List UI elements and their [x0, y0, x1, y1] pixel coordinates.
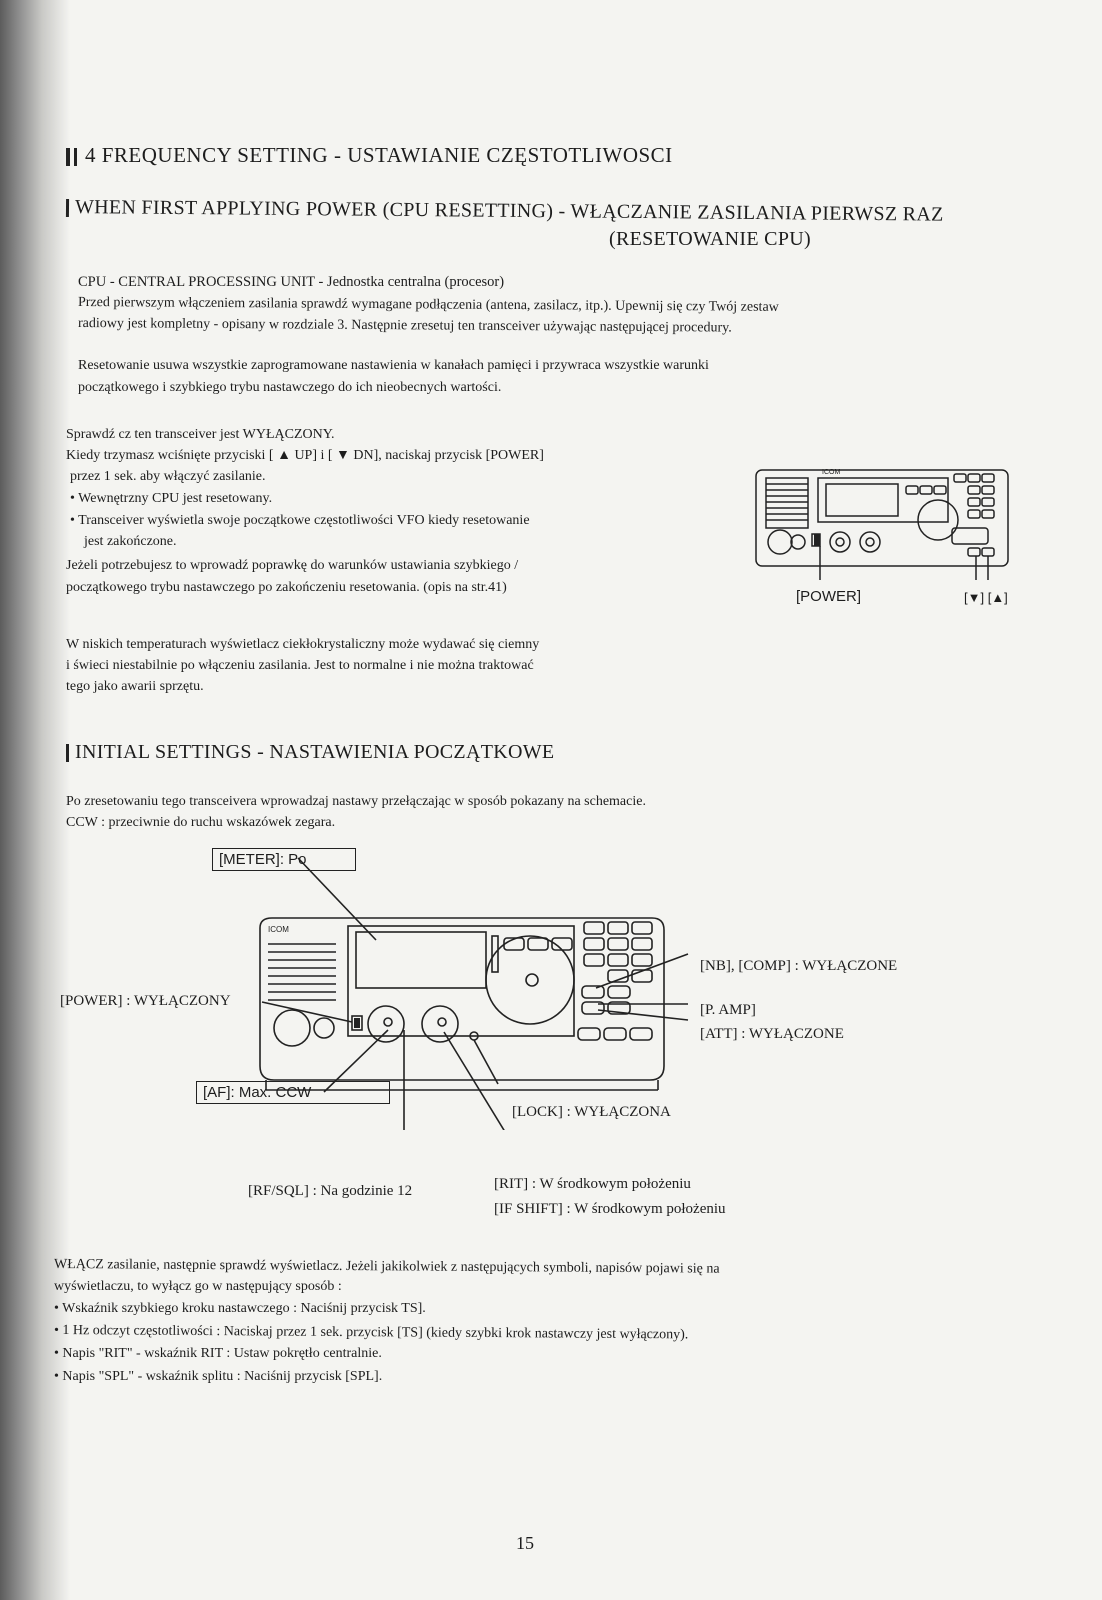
- label-power: [POWER] : WYŁĄCZONY: [60, 993, 231, 1009]
- step-line: Sprawdź cz ten transceiver jest WYŁĄCZONY.: [66, 427, 335, 442]
- step-line: przez 1 sek. aby włączyć zasilanie.: [70, 469, 266, 484]
- first-power-heading-2: (RESETOWANIE CPU): [609, 228, 811, 250]
- list-item: • Wskaźnik szybkiego kroku nastawczego : Naciśnij przycisk TS].: [54, 1301, 426, 1316]
- label-rfsql: [RF/SQL] : Na godzinie 12: [248, 1183, 413, 1199]
- figure-label-power: [POWER]: [796, 588, 862, 605]
- brand-logo: ICOM: [268, 925, 289, 934]
- initial-settings-heading: INITIAL SETTINGS - NASTAWIENIA POCZĄTKOWE: [66, 741, 554, 764]
- paragraph-line: WŁĄCZ zasilanie, następnie sprawdź wyświetlacz. Jeżeli jakikolwiek z następujących symboli, napisów pojawi się na: [53, 1257, 720, 1277]
- label-rit: [RIT] : W środkowym położeniu: [494, 1176, 691, 1192]
- heading-marker: [66, 148, 70, 166]
- label-af: [AF]: Max. CCW: [196, 1081, 390, 1104]
- cpu-definition: CPU - CENTRAL PROCESSING UNIT - Jednostka centralna (procesor): [78, 274, 505, 290]
- paragraph-line: Po zresetowaniu tego transceivera wprowadzaj nastawy przełączając w sposób pokazany na schemacie.: [66, 794, 646, 809]
- step-line: • Transceiver wyświetla swoje początkowe częstotliwości VFO kiedy resetowanie: [70, 513, 530, 528]
- figure-label-updown: [▼] [▲]: [964, 590, 1008, 605]
- paragraph-line: Resetowanie usuwa wszystkie zaprogramowane nastawienia w kanałach pamięci i przywraca wszystkie warunki: [78, 358, 709, 373]
- paragraph-line: początkowego i szybkiego trybu nastawczego do ich nieobecnych wartości.: [78, 380, 502, 395]
- step-line: początkowego trybu nastawczego po zakończeniu resetowania. (opis na str.41): [66, 580, 507, 595]
- step-line: Jeżeli potrzebujesz to wprowadź poprawkę do warunków ustawiania szybkiego /: [66, 558, 519, 573]
- first-power-heading: WHEN FIRST APPLYING POWER (CPU RESETTING) - WŁĄCZANIE ZASILANIA PIERWSZ RAZ: [66, 196, 944, 227]
- label-att: [ATT] : WYŁĄCZONE: [700, 1026, 844, 1042]
- step-line: Kiedy trzymasz wciśnięte przyciski [ ▲ UP] i [ ▼ DN], naciskaj przycisk [POWER]: [66, 448, 544, 463]
- page-number: 15: [516, 1533, 534, 1553]
- section-title: 4 FREQUENCY SETTING - USTAWIANIE CZĘSTOTLIWOSCI: [66, 143, 673, 168]
- svg-text:ICOM: ICOM: [822, 469, 841, 476]
- label-pamp: [P. AMP]: [700, 1002, 756, 1018]
- label-nb-comp: [NB], [COMP] : WYŁĄCZONE: [700, 958, 898, 974]
- paragraph-line: CCW : przeciwnie do ruchu wskazówek zegara.: [66, 815, 336, 830]
- paragraph-line: Przed pierwszym włączeniem zasilania sprawdź wymagane podłączenia (antena, zasilacz, itp.). Upewnij się czy Twój zestaw: [77, 295, 779, 315]
- radio-front-panel-small: [752, 464, 1014, 584]
- step-line: • Wewnętrzny CPU jest resetowany.: [70, 491, 273, 506]
- list-item: • Napis "SPL" - wskaźnik splitu : Naciśnij przycisk [SPL].: [54, 1369, 383, 1384]
- paragraph-line: tego jako awarii sprzętu.: [66, 679, 204, 694]
- paragraph-line: radiowy jest kompletny - opisany w rozdziale 3. Następnie zresetuj ten transceiver używając następującej procedury.: [77, 316, 732, 336]
- step-line: jest zakończone.: [84, 534, 177, 549]
- label-meter: [METER]: Po: [212, 848, 356, 871]
- paragraph-line: W niskich temperaturach wyświetlacz ciekłokrystaliczny może wydawać się ciemny: [66, 637, 540, 652]
- list-item: • Napis "RIT" - wskaźnik RIT : Ustaw pokrętło centralnie.: [54, 1346, 382, 1361]
- label-ifshift: [IF SHIFT] : W środkowym położeniu: [494, 1201, 726, 1217]
- paragraph-line: wyświetlaczu, to wyłącz go w następujący sposób :: [54, 1279, 342, 1294]
- list-item: • 1 Hz odczyt częstotliwości : Naciskaj przez 1 sek. przycisk [TS] (kiedy szybki krok nastawczy jest wyłączony).: [53, 1323, 689, 1343]
- label-lock: [LOCK] : WYŁĄCZONA: [512, 1104, 671, 1120]
- paragraph-line: i świeci niestabilnie po włączeniu zasilania. Jest to normalne i nie można traktować: [66, 658, 534, 673]
